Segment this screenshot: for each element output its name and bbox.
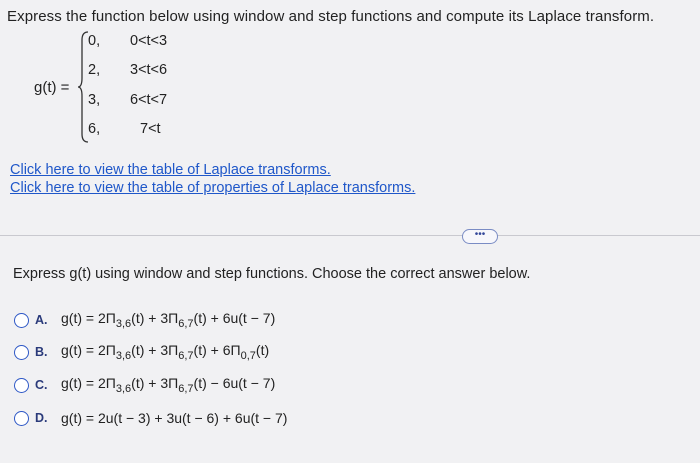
option-letter: D.	[35, 411, 48, 425]
option-expression: $g(t) = 2\Pi_{3,6}(t) + 3\Pi_{6,7}(t) + 6u(t - 7)$	[61, 310, 276, 330]
answer-option-a[interactable]	[14, 310, 275, 330]
option-expression: $g(t) = 2\Pi_{3,6}(t) + 3\Pi_{6,7}(t) + 6\Pi_{0,7}(t)$	[61, 342, 270, 362]
reference-links	[10, 161, 415, 197]
radio-button[interactable]	[14, 411, 29, 426]
radio-button[interactable]	[14, 345, 29, 360]
option-letter: A.	[35, 313, 48, 327]
radio-button[interactable]	[14, 313, 29, 328]
laplace-table-link[interactable]: Click here to view the table of Laplace transforms.	[10, 162, 331, 178]
case-row: 2, 3<t<6	[88, 62, 168, 78]
case-row: 3, 6<t<7	[88, 92, 168, 108]
option-letter: C.	[35, 378, 48, 392]
case-row: 0, 0<t<3	[88, 33, 168, 49]
properties-table-link[interactable]: Click here to view the table of properties of Laplace transforms.	[10, 180, 416, 196]
radio-button[interactable]	[14, 378, 29, 393]
answer-option-c[interactable]	[14, 375, 275, 395]
option-expression: g(t) = 2u(t − 3) + 3u(t − 6) + 6u(t − 7)	[61, 410, 288, 426]
answer-option-b[interactable]	[14, 342, 269, 362]
problem-title: Express the function below using window and step functions and compute its Laplace transform.	[7, 8, 655, 25]
case-row: 6, 7<t	[88, 121, 161, 137]
section-divider	[0, 235, 700, 236]
question-prompt: Express g(t) using window and step functions. Choose the correct answer below.	[13, 266, 531, 282]
function-label: g(t) =	[34, 79, 70, 96]
option-letter: B.	[35, 345, 48, 359]
option-expression: $g(t) = 2\Pi_{3,6}(t) + 3\Pi_{6,7}(t) - 6u(t - 7)$	[61, 375, 276, 395]
expand-more-button[interactable]: •••	[462, 229, 498, 244]
piecewise-function	[30, 30, 330, 145]
answer-option-d[interactable]	[14, 408, 287, 428]
